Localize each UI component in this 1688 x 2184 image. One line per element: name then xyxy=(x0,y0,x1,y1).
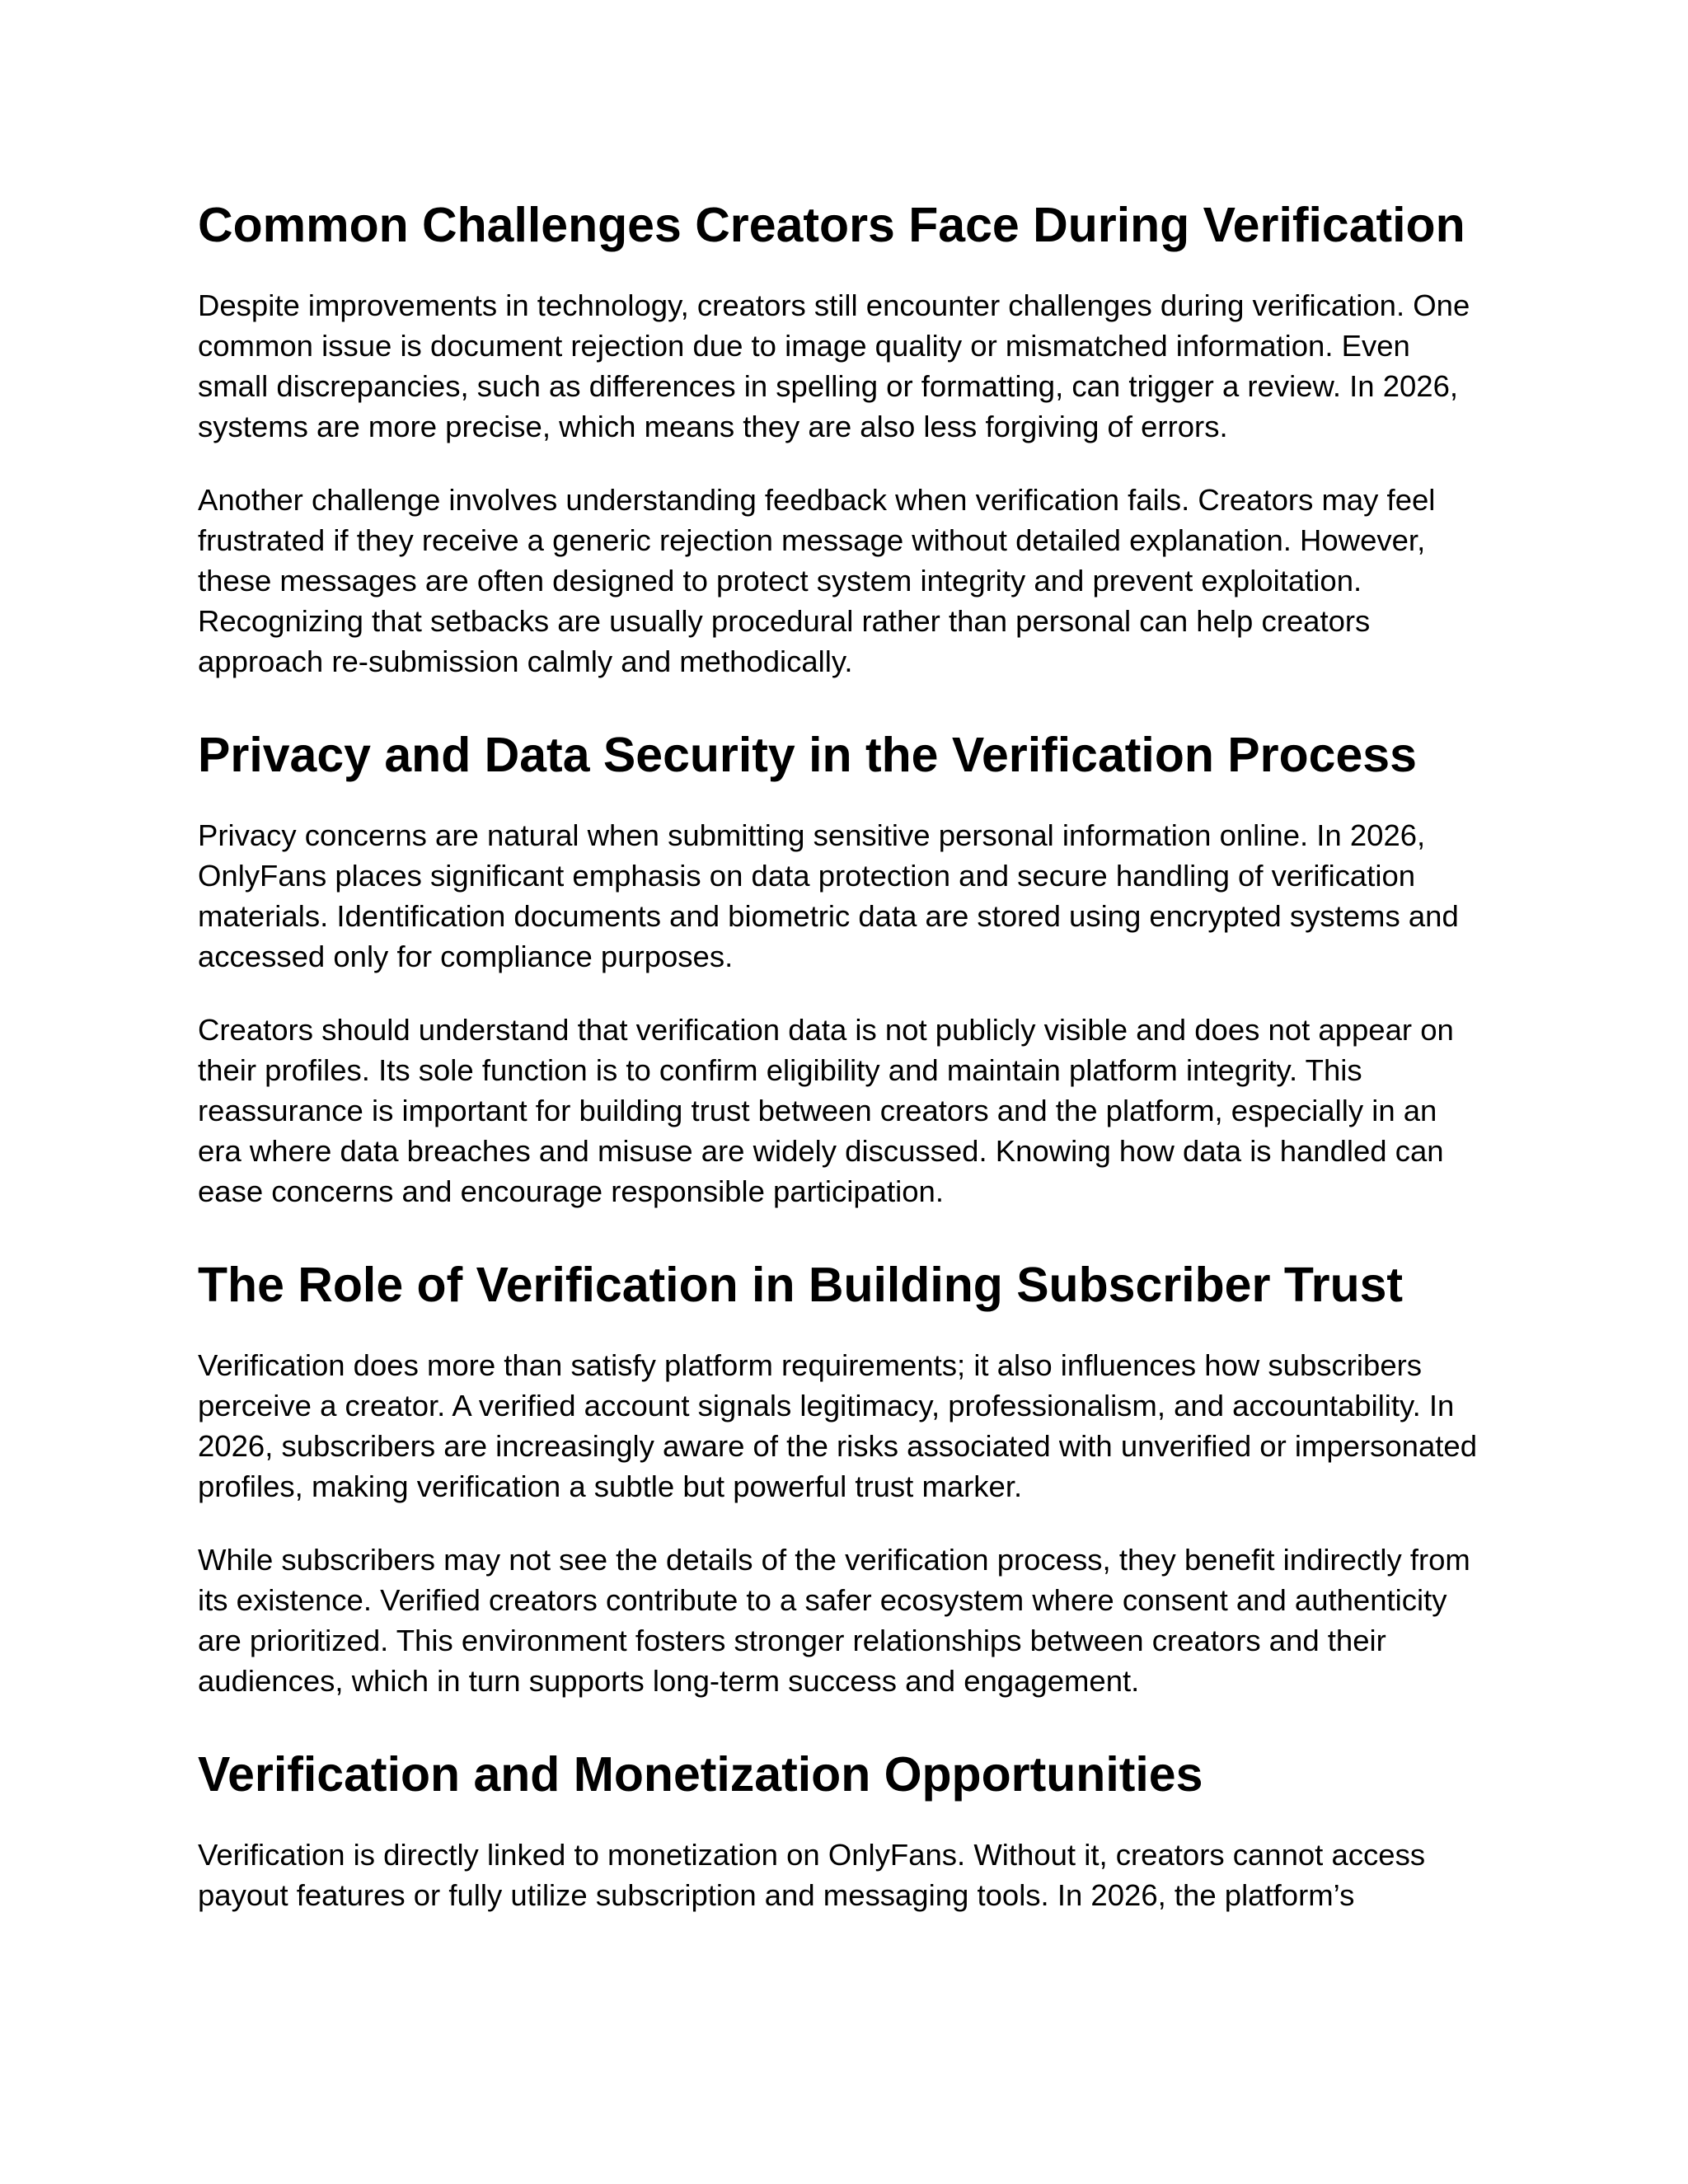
text-line: While subscribers may not see the details of the verification process, they benefit indirectly from xyxy=(198,1543,1470,1577)
text-line: perceive a creator. A verified account signals legitimacy, professionalism, and accountability. In xyxy=(198,1389,1455,1422)
text-line: are prioritized. This environment fosters stronger relationships between creators and their xyxy=(198,1624,1386,1657)
section-challenges xyxy=(198,198,1500,682)
text-line: payout features or fully utilize subscription and messaging tools. In 2026, the platform’s xyxy=(198,1878,1355,1912)
paragraph xyxy=(198,1835,1500,1915)
section-heading: The Role of Verification in Building Subscriber Trust xyxy=(198,1258,1404,1312)
paragraph xyxy=(198,1345,1500,1507)
text-line: audiences, which in turn supports long-term success and engagement. xyxy=(198,1664,1140,1698)
section-heading: Privacy and Data Security in the Verification Process xyxy=(198,728,1417,782)
text-line: era where data breaches and misuse are widely discussed. Knowing how data is handled can xyxy=(198,1134,1444,1168)
text-line: Creators should understand that verification data is not publicly visible and does not appear on xyxy=(198,1013,1454,1047)
text-line: Recognizing that setbacks are usually procedural rather than personal can help creators xyxy=(198,604,1371,638)
section-subscriber-trust xyxy=(198,1258,1500,1701)
text-line: reassurance is important for building trust between creators and the platform, especially in an xyxy=(198,1094,1437,1127)
text-line: accessed only for compliance purposes. xyxy=(198,940,734,973)
paragraph xyxy=(198,1010,1500,1212)
text-line: Another challenge involves understanding feedback when verification fails. Creators may feel xyxy=(198,483,1436,517)
text-line: OnlyFans places significant emphasis on data protection and secure handling of verification xyxy=(198,859,1416,893)
text-line: common issue is document rejection due to image quality or mismatched information. Even xyxy=(198,329,1410,363)
text-line: Verification is directly linked to monetization on OnlyFans. Without it, creators cannot access xyxy=(198,1838,1426,1872)
text-line: these messages are often designed to protect system integrity and prevent exploitation. xyxy=(198,564,1362,598)
text-line: Privacy concerns are natural when submitting sensitive personal information online. In 2026, xyxy=(198,818,1426,852)
text-line: Verification does more than satisfy platform requirements; it also influences how subscribers xyxy=(198,1348,1423,1382)
section-monetization xyxy=(198,1747,1500,1915)
text-line: its existence. Verified creators contribute to a safer ecosystem where consent and authenticity xyxy=(198,1583,1447,1617)
text-line: profiles, making verification a subtle but powerful trust marker. xyxy=(198,1469,1023,1503)
paragraph xyxy=(198,1540,1500,1701)
text-line: frustrated if they receive a generic rejection message without detailed explanation. However, xyxy=(198,523,1426,557)
text-line: approach re-submission calmly and methodically. xyxy=(198,644,853,678)
section-privacy xyxy=(198,728,1500,1212)
paragraph xyxy=(198,285,1500,447)
document-body xyxy=(198,198,1500,1915)
paragraph xyxy=(198,815,1500,977)
paragraph xyxy=(198,480,1500,682)
text-line: Despite improvements in technology, creators still encounter challenges during verification. One xyxy=(198,288,1470,322)
text-line: ease concerns and encourage responsible participation. xyxy=(198,1174,944,1208)
section-heading: Verification and Monetization Opportunities xyxy=(198,1747,1203,1802)
text-line: materials. Identification documents and biometric data are stored using encrypted systems and xyxy=(198,899,1459,933)
section-heading: Common Challenges Creators Face During Verification xyxy=(198,198,1465,252)
text-line: small discrepancies, such as differences in spelling or formatting, can trigger a review. In 2026, xyxy=(198,369,1459,403)
text-line: systems are more precise, which means they are also less forgiving of errors. xyxy=(198,410,1228,443)
text-line: 2026, subscribers are increasingly aware of the risks associated with unverified or impersonated xyxy=(198,1429,1478,1463)
text-line: their profiles. Its sole function is to confirm eligibility and maintain platform integrity. This xyxy=(198,1053,1362,1087)
